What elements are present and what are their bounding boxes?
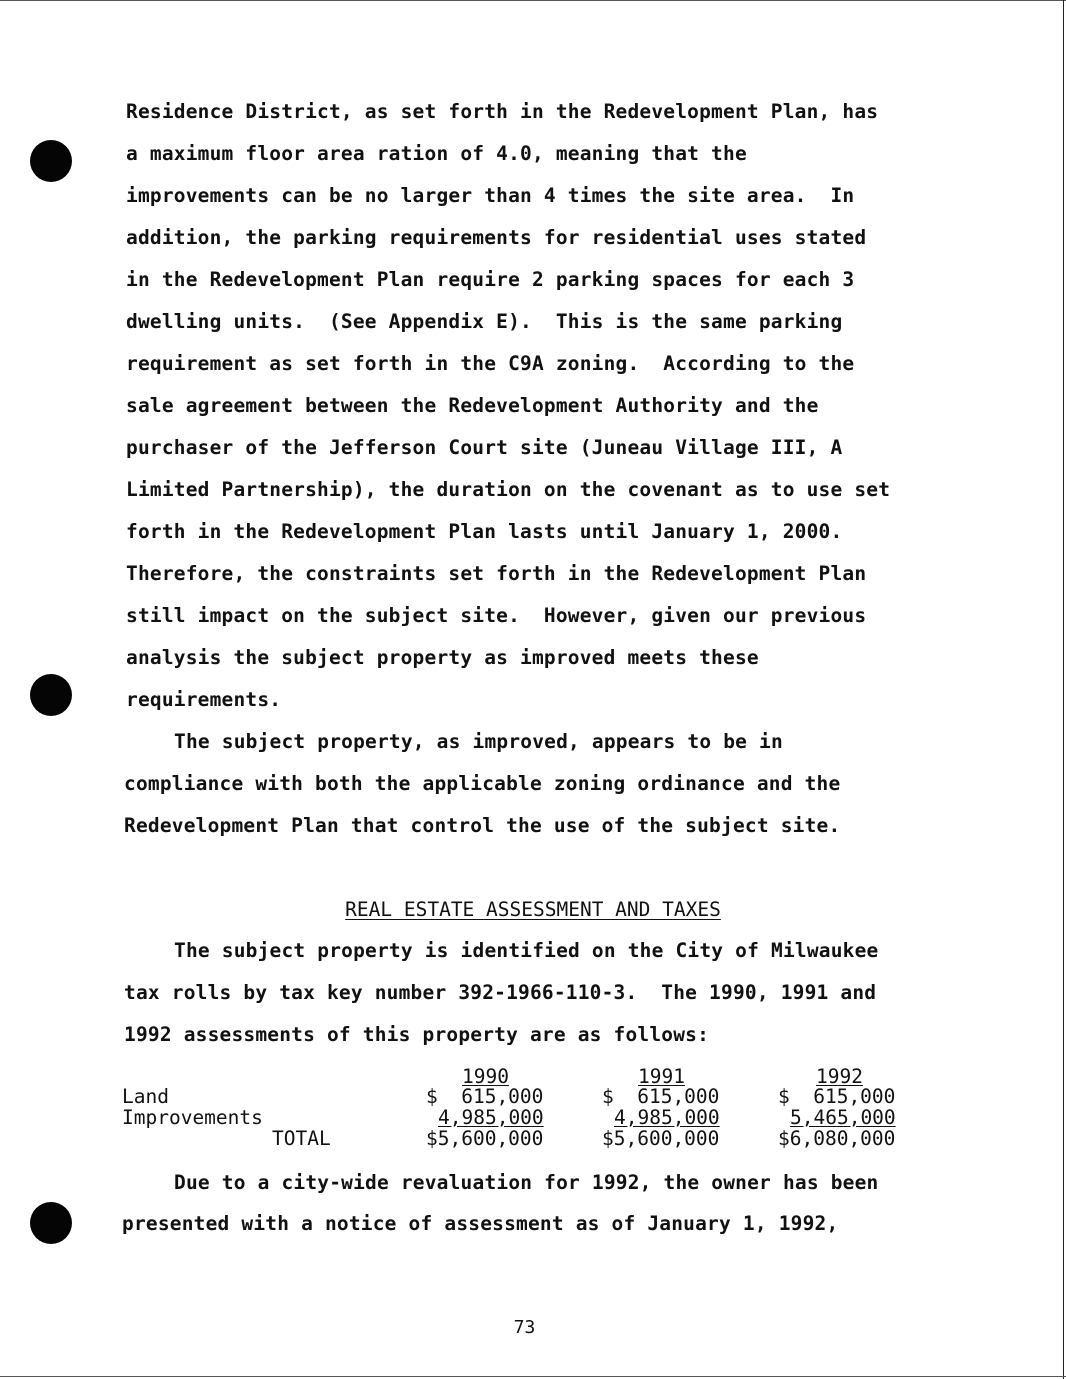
page-edge-top: [0, 0, 1066, 1]
punch-hole-bottom: [30, 1202, 72, 1244]
text-line: in the Redevelopment Plan require 2 parking spaces for each 3: [126, 268, 855, 291]
row-label-land: Land: [122, 1085, 169, 1108]
text-line: tax rolls by tax key number 392-1966-110-3. The 1990, 1991 and: [124, 981, 877, 1004]
text-line: Due to a city-wide revaluation for 1992, the owner has been: [174, 1171, 879, 1194]
text-line: The subject property, as improved, appears to be in: [174, 730, 783, 753]
section-heading: [0, 898, 1066, 921]
text-line: still impact on the subject site. However, given our previous: [126, 604, 867, 627]
cell-total-1991: $5,600,000: [602, 1127, 720, 1150]
text-line: Redevelopment Plan that control the use of the subject site.: [124, 814, 841, 837]
text-line: purchaser of the Jefferson Court site (Juneau Village III, A: [126, 436, 843, 459]
text-line: Therefore, the constraints set forth in the Redevelopment Plan: [126, 562, 867, 585]
text-line: a maximum floor area ration of 4.0, meaning that the: [126, 142, 747, 165]
text-line: sale agreement between the Redevelopment Authority and the: [126, 394, 819, 417]
text-line: presented with a notice of assessment as of January 1, 1992,: [122, 1212, 839, 1235]
cell-total-1990: $5,600,000: [426, 1127, 544, 1150]
cell-land-1991: $ 615,000: [602, 1085, 720, 1108]
year-header-1991: 1991: [638, 1065, 685, 1088]
text-line: Residence District, as set forth in the Redevelopment Plan, has: [126, 100, 879, 123]
text-line: requirement as set forth in the C9A zoning. According to the: [126, 352, 855, 375]
row-label-improvements: Improvements: [122, 1106, 263, 1129]
page-edge-bottom: [0, 1376, 1066, 1377]
cell-land-1992: $ 615,000: [778, 1085, 896, 1108]
text-line: 1992 assessments of this property are as follows:: [124, 1023, 710, 1046]
year-header-1992: 1992: [816, 1065, 863, 1088]
text-line: compliance with both the applicable zoning ordinance and the: [124, 772, 841, 795]
page-edge-right: [1063, 0, 1064, 1379]
cell-improvements-1990: 4,985,000: [438, 1106, 544, 1129]
text-line: addition, the parking requirements for residential uses stated: [126, 226, 867, 249]
page-number: 73: [513, 1317, 536, 1338]
cell-improvements-1991: 4,985,000: [614, 1106, 720, 1129]
text-line: requirements.: [126, 688, 282, 711]
text-line: analysis the subject property as improved meets these: [126, 646, 759, 669]
text-line: improvements can be no larger than 4 times the site area. In: [126, 184, 855, 207]
punch-hole-top: [30, 140, 72, 182]
cell-land-1990: $ 615,000: [426, 1085, 544, 1108]
cell-total-1992: $6,080,000: [778, 1127, 896, 1150]
punch-hole-middle: [30, 674, 72, 716]
cell-improvements-1992: 5,465,000: [790, 1106, 896, 1129]
row-label-total: TOTAL: [272, 1127, 331, 1150]
section-heading-text: REAL ESTATE ASSESSMENT AND TAXES: [345, 898, 721, 921]
text-line: forth in the Redevelopment Plan lasts until January 1, 2000.: [126, 520, 843, 543]
text-line: The subject property is identified on the City of Milwaukee: [174, 939, 879, 962]
text-line: Limited Partnership), the duration on the covenant as to use set: [126, 478, 891, 501]
year-header-1990: 1990: [462, 1065, 509, 1088]
text-line: dwelling units. (See Appendix E). This is the same parking: [126, 310, 843, 333]
